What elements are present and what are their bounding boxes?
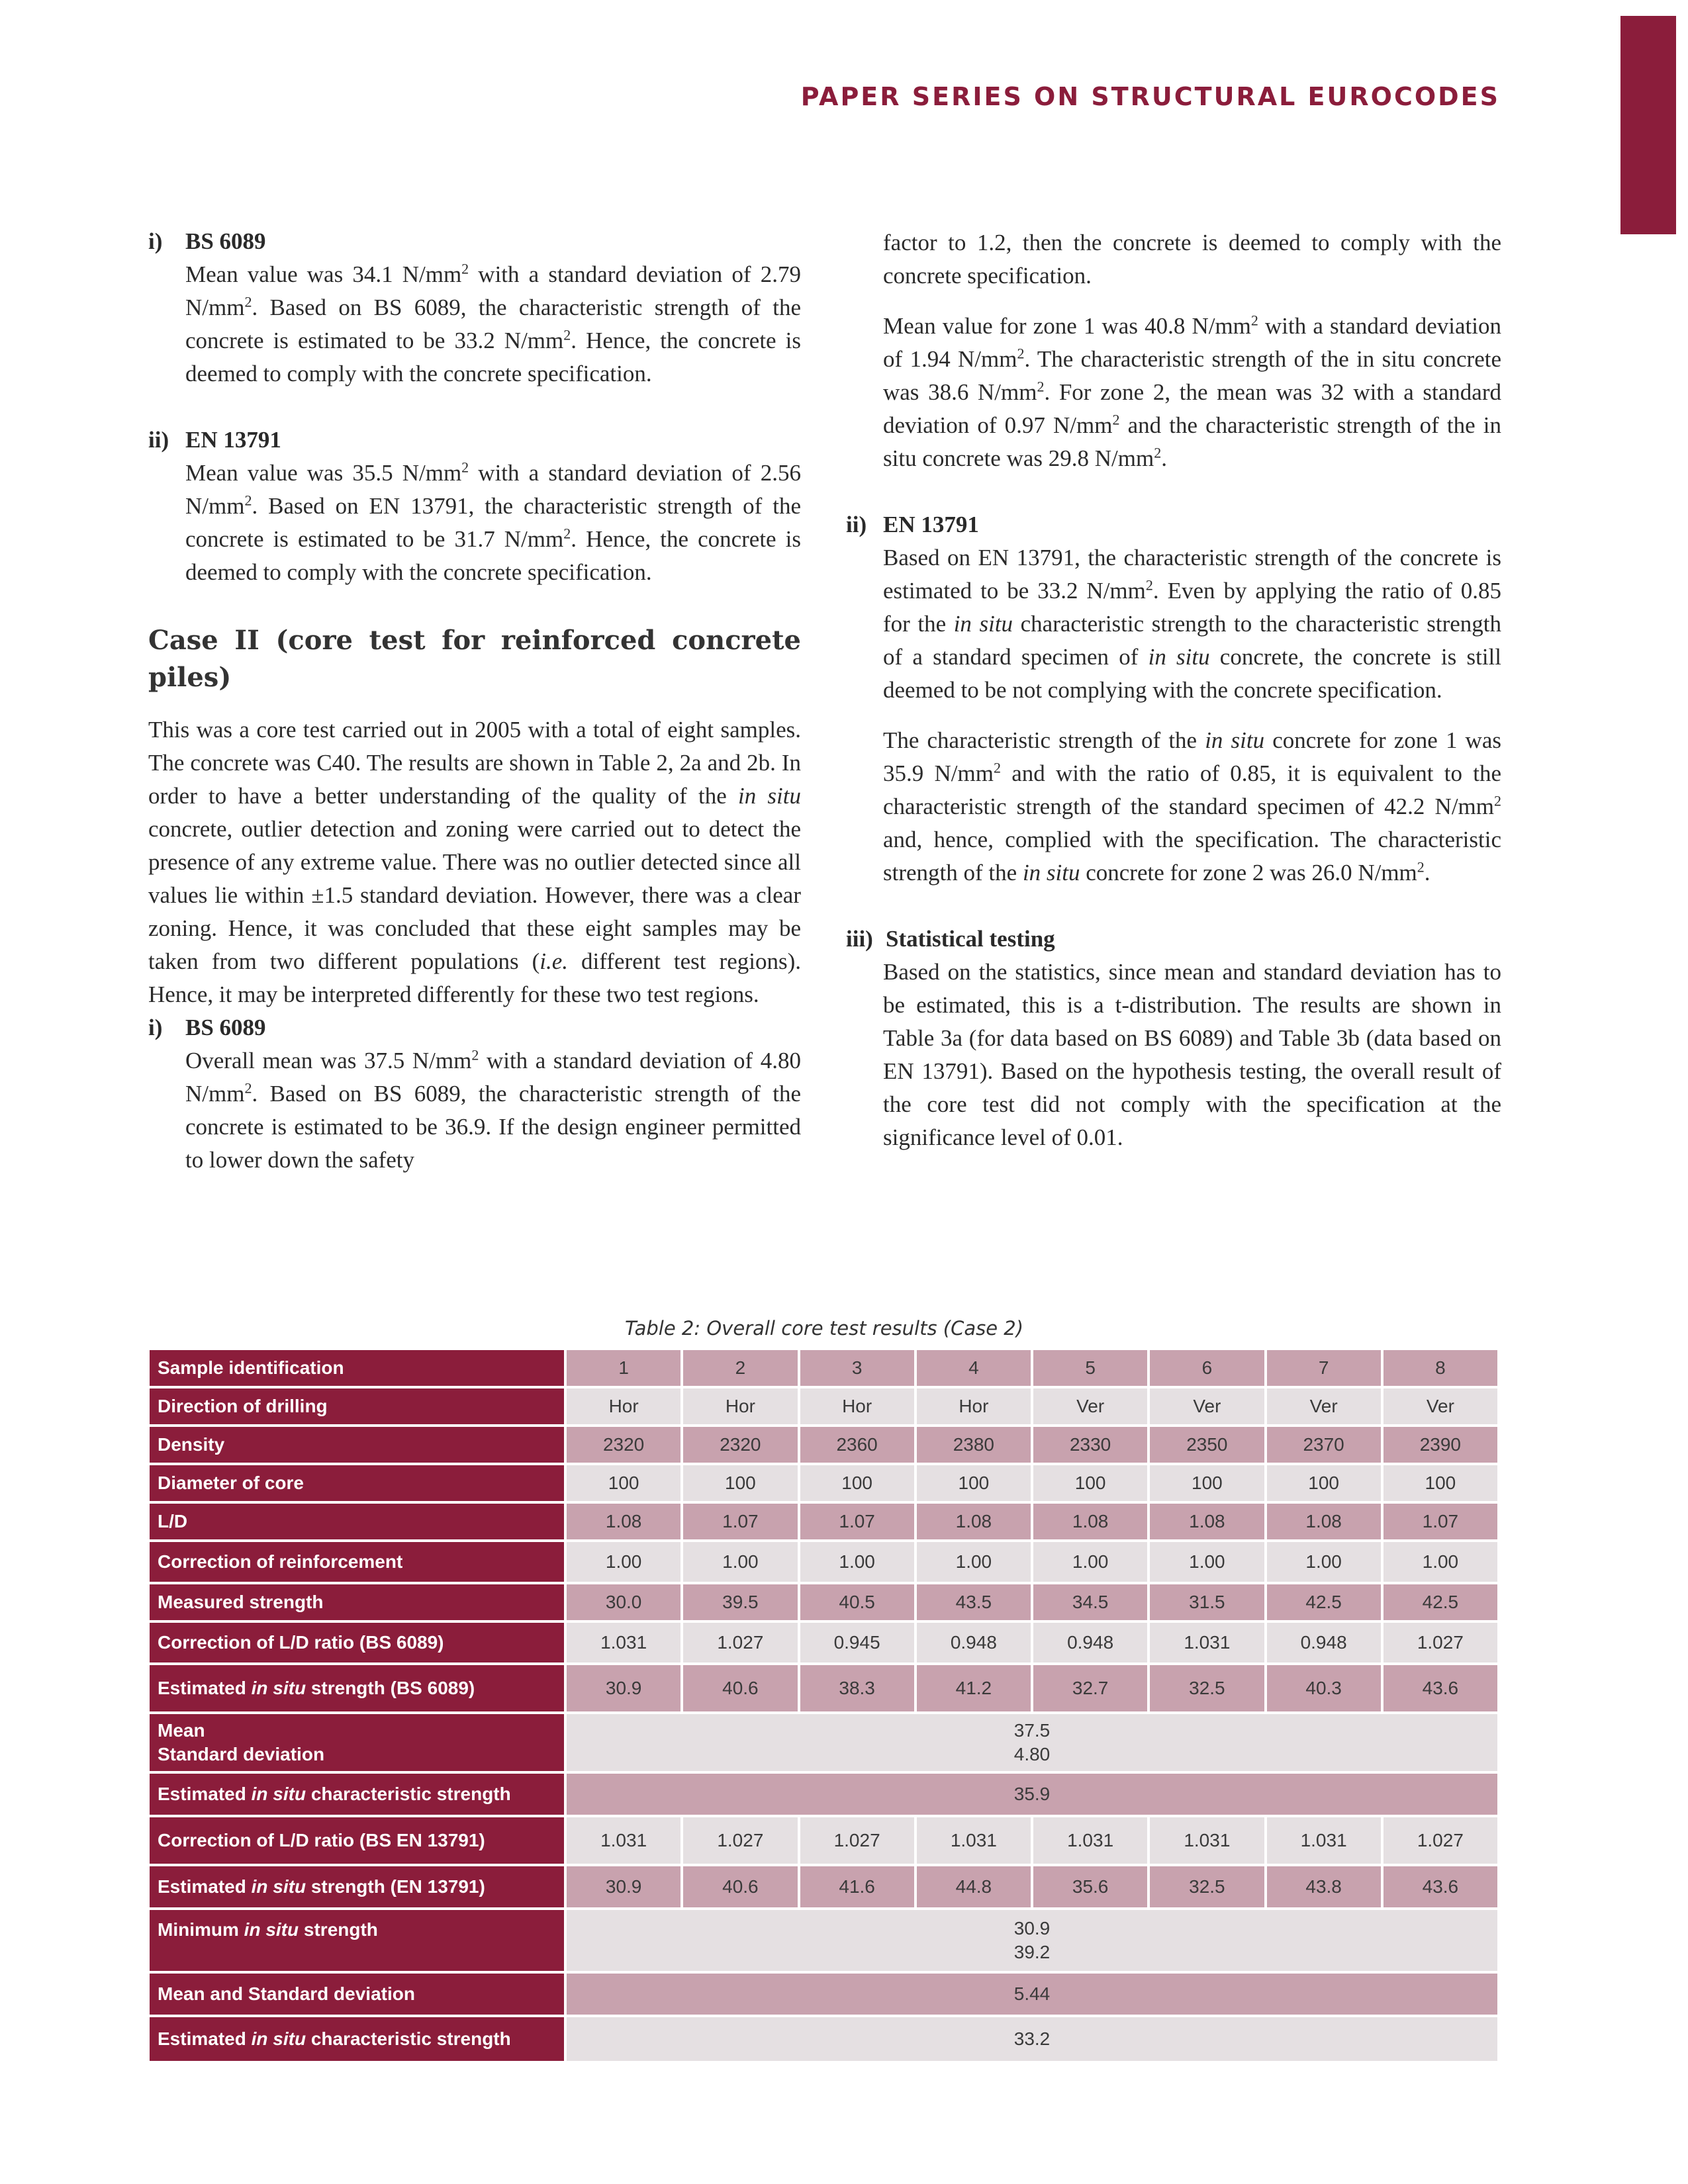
cell: 1.031 (1149, 1621, 1265, 1664)
paragraph: Mean value was 34.1 $N/mm^2$ with a standard deviation of 2.79 $N/mm^2$. Based on BS 6089, the characteristic strength of the concrete is estimated to be 33.2 $N/mm^2$. Hence, the concrete is deemed to comply with the concrete specification. (185, 260, 801, 387)
row-label: L/D (150, 1502, 565, 1541)
cell: 1.027 (799, 1816, 915, 1865)
cell: 100 (799, 1464, 915, 1502)
row-label: Direction of drilling (150, 1387, 565, 1426)
table-row (150, 1426, 1499, 1464)
cell: Ver (1032, 1387, 1149, 1426)
item-number: ii) (148, 427, 169, 453)
merged-cell: 33.2 (565, 2016, 1499, 2062)
cell: 40.5 (799, 1583, 915, 1621)
cell: 38.3 (799, 1664, 915, 1713)
item-title: Statistical testing (886, 926, 1055, 952)
right-column (846, 226, 1501, 1154)
cell: 1 (565, 1350, 682, 1387)
cell: 1.07 (682, 1502, 798, 1541)
cell: 2350 (1149, 1426, 1265, 1464)
cell: 100 (1032, 1464, 1149, 1502)
table-row (150, 1583, 1499, 1621)
cell: 2 (682, 1350, 798, 1387)
item-title: BS 6089 (185, 228, 266, 254)
cell: 0.945 (799, 1621, 915, 1664)
row-label: Estimated in situ characteristic strength (150, 1772, 565, 1816)
cell: 2370 (1266, 1426, 1382, 1464)
cell: 30.0 (565, 1583, 682, 1621)
cell: 1.031 (1032, 1816, 1149, 1865)
table-row (150, 1909, 1499, 1972)
paragraph: Based on EN 13791, the characteristic strength of the concrete is estimated to be 33.2 $N/mm^2$. Even by applying the ratio of 0.85 for the in situ characteristic strength to the characteristic strength of a standard specimen of in situ concrete, the concrete is still deemed to be not complying with the concrete specification. (883, 545, 1502, 703)
cell: 1.00 (682, 1541, 798, 1583)
cell: 43.6 (1382, 1664, 1499, 1713)
cell: 6 (1149, 1350, 1265, 1387)
cell: 1.08 (915, 1502, 1032, 1541)
paragraph: Mean value was 35.5 $N/mm^2$ with a standard deviation of 2.56 $N/mm^2$. Based on EN 13791, the characteristic strength of the concrete is estimated to be 31.7 $N/mm^2$. Hence, the concrete is deemed to comply with the concrete specification. (185, 459, 801, 585)
table-row (150, 1387, 1499, 1426)
table-row (150, 1664, 1499, 1713)
cell: Ver (1382, 1387, 1499, 1426)
cell: 2380 (915, 1426, 1032, 1464)
cell: 2320 (682, 1426, 798, 1464)
cell: 31.5 (1149, 1583, 1265, 1621)
paragraph: factor to 1.2, then the concrete is deemed to comply with the concrete specification. (883, 230, 1501, 289)
table-row (150, 1621, 1499, 1664)
table-caption: Table 2: Overall core test results (Case 2) (624, 1317, 1024, 1340)
row-label: Correction of reinforcement (150, 1541, 565, 1583)
cell: 1.027 (1382, 1621, 1499, 1664)
cell: 100 (682, 1464, 798, 1502)
row-label: Estimated in situ characteristic strength (150, 2016, 565, 2062)
table-row (150, 1865, 1499, 1909)
cell: 100 (915, 1464, 1032, 1502)
cell: Ver (1149, 1387, 1265, 1426)
paragraph: Overall mean was 37.5 $N/mm^2$ with a standard deviation of 4.80 $N/mm^2$. Based on BS 6089, the characteristic strength of the concrete is estimated to be 36.9. If the design engineer permitted to lower down the safety (185, 1046, 801, 1173)
item-title: EN 13791 (185, 427, 281, 453)
cell: 1.00 (799, 1541, 915, 1583)
cell: 2390 (1382, 1426, 1499, 1464)
item-title: EN 13791 (883, 512, 979, 537)
table-row (150, 1972, 1499, 2016)
merged-cell: 30.9 39.2 (565, 1909, 1499, 1972)
section-color-tab (1620, 16, 1676, 234)
item-title: BS 6089 (185, 1015, 266, 1040)
cell: 40.6 (682, 1664, 798, 1713)
merged-cell: 37.5 4.80 (565, 1713, 1499, 1772)
row-label: Estimated in situ strength (BS 6089) (150, 1664, 565, 1713)
cell: 1.027 (1382, 1816, 1499, 1865)
paragraph: This was a core test carried out in 2005 with a total of eight samples. The concrete was C40. The results are shown in Table 2, 2a and 2b. In order to have a better understanding of the quality of the in situ concrete, outlier detection and zoning were carried out to detect the presence of any extreme value. There was no outlier detected since all values lie within ±1.5 standard deviation. However, there was a clear zoning. Hence, it was concluded that these eight samples may be taken from two different populations (i.e. different test regions). Hence, it may be interpreted differently for these two test regions. (148, 717, 801, 1007)
cell: 35.6 (1032, 1865, 1149, 1909)
cell: 40.3 (1266, 1664, 1382, 1713)
cell: 1.031 (1149, 1816, 1265, 1865)
cell: 0.948 (915, 1621, 1032, 1664)
cell: Hor (682, 1387, 798, 1426)
table-row (150, 2016, 1499, 2062)
cell: 1.08 (1032, 1502, 1149, 1541)
row-label: Diameter of core (150, 1464, 565, 1502)
row-label: Minimum in situ strength (150, 1909, 565, 1972)
core-test-table (150, 1350, 1500, 2064)
cell: 30.9 (565, 1865, 682, 1909)
item-heading (148, 424, 801, 457)
cell: 1.027 (682, 1816, 798, 1865)
cell: 42.5 (1382, 1583, 1499, 1621)
paragraph: Based on the statistics, since mean and standard deviation has to be estimated, this is a t-distribution. The results are shown in Table 3a (for data based on BS 6089) and Table 3b (data based on EN 13791). Based on the hypothesis testing, the overall result of the core test did not comply with the specification at the significance level of 0.01. (883, 959, 1501, 1150)
cell: 1.00 (1382, 1541, 1499, 1583)
cell: 100 (1266, 1464, 1382, 1502)
row-label: Density (150, 1426, 565, 1464)
cell: 1.08 (1266, 1502, 1382, 1541)
cell: 100 (1382, 1464, 1499, 1502)
cell: 1.031 (1266, 1816, 1382, 1865)
section-heading: Case II (core test for reinforced concrete piles) (148, 625, 801, 693)
table-row (150, 1502, 1499, 1541)
cell: 8 (1382, 1350, 1499, 1387)
cell: 1.031 (915, 1816, 1032, 1865)
cell: 42.5 (1266, 1583, 1382, 1621)
cell: 1.031 (565, 1816, 682, 1865)
table-row (150, 1350, 1499, 1387)
row-label: Estimated in situ strength (EN 13791) (150, 1865, 565, 1909)
cell: 0.948 (1032, 1621, 1149, 1664)
cell: Ver (1266, 1387, 1382, 1426)
cell: 41.2 (915, 1664, 1032, 1713)
cell: 7 (1266, 1350, 1382, 1387)
cell: 41.6 (799, 1865, 915, 1909)
item-number: iii) (846, 926, 873, 952)
cell: 0.948 (1266, 1621, 1382, 1664)
table-row (150, 1816, 1499, 1865)
table-row (150, 1541, 1499, 1583)
row-label: Mean Standard deviation (150, 1713, 565, 1772)
table-row (150, 1713, 1499, 1772)
paragraph: The characteristic strength of the in situ concrete for zone 1 was 35.9 $N/mm^2$ and with the ratio of 0.85, it is equivalent to the characteristic strength of the standard specimen of 42.2 $N/mm^2$ and, hence, complied with the specification. The characteristic strength of the in situ concrete for zone 2 was 26.0 $N/mm^2$. (883, 727, 1501, 886)
cell: 100 (565, 1464, 682, 1502)
cell: 5 (1032, 1350, 1149, 1387)
paragraph: Mean value for zone 1 was 40.8 $N/mm^2$ with a standard deviation of 1.94 $N/mm^2$. The characteristic strength of the in situ concrete was 38.6 $N/mm^2$. For zone 2, the mean was 32 with a standard deviation of 0.97 $N/mm^2$ and the characteristic strength of the in situ concrete was 29.8 $N/mm^2$. (883, 312, 1501, 471)
item-heading (846, 508, 1501, 541)
cell: 34.5 (1032, 1583, 1149, 1621)
item-heading (148, 225, 801, 258)
cell: 2360 (799, 1426, 915, 1464)
cell: 1.00 (1149, 1541, 1265, 1583)
row-label: Measured strength (150, 1583, 565, 1621)
cell: 3 (799, 1350, 915, 1387)
cell: 30.9 (565, 1664, 682, 1713)
table-row (150, 1464, 1499, 1502)
series-title: PAPER SERIES ON STRUCTURAL EUROCODES (800, 82, 1500, 111)
cell: 32.5 (1149, 1865, 1265, 1909)
cell: 43.8 (1266, 1865, 1382, 1909)
cell: 1.07 (1382, 1502, 1499, 1541)
cell: 1.00 (1032, 1541, 1149, 1583)
cell: 1.00 (565, 1541, 682, 1583)
cell: Hor (799, 1387, 915, 1426)
cell: 4 (915, 1350, 1032, 1387)
cell: 39.5 (682, 1583, 798, 1621)
cell: 1.00 (1266, 1541, 1382, 1583)
item-heading (148, 1011, 801, 1044)
row-label: Sample identification (150, 1350, 565, 1387)
item-heading (846, 923, 1501, 956)
cell: 2320 (565, 1426, 682, 1464)
table-row (150, 1772, 1499, 1816)
row-label: Mean and Standard deviation (150, 1972, 565, 2016)
cell: 1.07 (799, 1502, 915, 1541)
cell: 32.5 (1149, 1664, 1265, 1713)
cell: 44.8 (915, 1865, 1032, 1909)
cell: 2330 (1032, 1426, 1149, 1464)
cell: 40.6 (682, 1865, 798, 1909)
item-number: i) (148, 228, 163, 254)
item-number: ii) (846, 512, 867, 537)
row-label: Correction of L/D ratio (BS EN 13791) (150, 1816, 565, 1865)
merged-cell: 35.9 (565, 1772, 1499, 1816)
cell: 1.027 (682, 1621, 798, 1664)
cell: 1.08 (1149, 1502, 1265, 1541)
cell: 43.6 (1382, 1865, 1499, 1909)
row-label: Correction of L/D ratio (BS 6089) (150, 1621, 565, 1664)
cell: 1.08 (565, 1502, 682, 1541)
cell: Hor (915, 1387, 1032, 1426)
cell: 1.031 (565, 1621, 682, 1664)
cell: 1.00 (915, 1541, 1032, 1583)
cell: 43.5 (915, 1583, 1032, 1621)
item-number: i) (148, 1015, 163, 1040)
cell: 100 (1149, 1464, 1265, 1502)
cell: 32.7 (1032, 1664, 1149, 1713)
left-column (148, 225, 801, 1177)
merged-cell: 5.44 (565, 1972, 1499, 2016)
cell: Hor (565, 1387, 682, 1426)
